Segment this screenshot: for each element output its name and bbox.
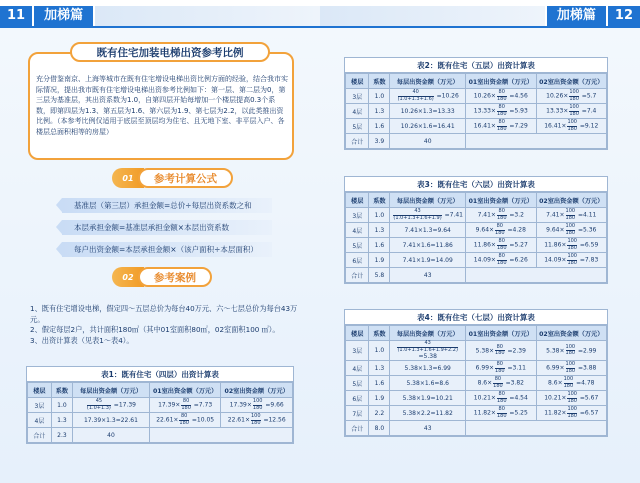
table-row	[346, 268, 607, 283]
table-cell: 10.26× $\frac{100}{180}$ =5.7	[536, 89, 606, 104]
table-cell: 14.09× $\frac{80}{180}$ =6.26	[466, 253, 536, 268]
table-row	[346, 391, 607, 406]
table-cell: 40	[390, 134, 466, 149]
table-cell: 5层	[346, 376, 369, 391]
table-cell: 10.26×1.6=16.41	[390, 119, 466, 134]
case-line: 1、既有住宅增设电梯，假定四～五层总价为每台40万元、六～七层总价为每台43万元。	[30, 304, 298, 324]
table-header-cell: 02室出资金额（万元）	[536, 326, 606, 341]
table-title: 表1：既有住宅（四层）出资计算表	[27, 367, 293, 382]
table-cell: 8.6× $\frac{100}{180}$ =4.78	[536, 376, 606, 391]
table-header-cell: 02室出资金额（万元）	[536, 74, 606, 89]
table-cell: 1.6	[369, 238, 390, 253]
table-cell: 6层	[346, 253, 369, 268]
table-cell: 5.8	[369, 268, 390, 283]
table-cell: 11.86× $\frac{80}{180}$ =5.27	[466, 238, 536, 253]
table-2	[344, 57, 608, 150]
table-cell: 11.82× $\frac{100}{180}$ =6.57	[536, 406, 606, 421]
table-header-cell: 楼层	[346, 326, 369, 341]
table-cell: 合计	[346, 134, 369, 149]
table-cell: 合计	[346, 421, 369, 436]
table-cell: 7层	[346, 406, 369, 421]
table-header-cell: 系数	[369, 193, 390, 208]
table-cell: $\frac{43}{(1.0+1.3+1.6+1.9)}$ =7.41	[390, 208, 466, 223]
header-bar	[95, 6, 320, 26]
table-header-cell: 楼层	[28, 383, 52, 398]
table-cell: 1.3	[369, 223, 390, 238]
table-cell: 9.64× $\frac{80}{180}$ =4.28	[466, 223, 536, 238]
table-row	[346, 253, 607, 268]
header-rule	[0, 26, 320, 28]
formula-item: 每户出资金额=本层承担金额×（该户面积÷本层面积）	[62, 242, 272, 257]
table-row	[346, 361, 607, 376]
table-cell: 5层	[346, 119, 369, 134]
table-header-cell: 系数	[369, 74, 390, 89]
table-cell: 9.64× $\frac{100}{180}$ =5.36	[536, 223, 606, 238]
section-label: 参考计算公式	[138, 168, 233, 188]
table-cell: 16.41× $\frac{80}{180}$ =7.29	[466, 119, 536, 134]
table-cell: 5.38×1.6=8.6	[390, 376, 466, 391]
page-number: 11	[0, 6, 32, 26]
table-cell: 5.38× $\frac{100}{180}$ =2.99	[536, 341, 606, 361]
table-cell: 5.38×1.3=6.99	[390, 361, 466, 376]
table-title: 表2：既有住宅（五层）出资计算表	[345, 58, 607, 73]
table-cell: 4层	[346, 104, 369, 119]
table-cell: 6.99× $\frac{80}{180}$ =3.11	[466, 361, 536, 376]
table-cell: 1.3	[369, 361, 390, 376]
table-cell: 合计	[346, 268, 369, 283]
table-cell: 4层	[28, 413, 52, 428]
table-4	[344, 309, 608, 437]
table-cell	[149, 428, 292, 443]
table-cell: 17.39× $\frac{80}{180}$ =7.73	[149, 398, 221, 413]
table-row	[346, 89, 607, 104]
table-header-cell: 楼层	[346, 193, 369, 208]
table-row	[346, 406, 607, 421]
table-row	[346, 341, 607, 361]
table-cell: 1.3	[369, 104, 390, 119]
table-cell: 8.6× $\frac{80}{180}$ =3.82	[466, 376, 536, 391]
table-row	[346, 376, 607, 391]
case-line: 3、出资计算表（见表1～表4）。	[30, 336, 134, 345]
table-row	[346, 421, 607, 436]
table-cell: 5.38×2.2=11.82	[390, 406, 466, 421]
left-header	[0, 6, 320, 26]
page-number: 12	[608, 6, 640, 26]
table-row	[346, 104, 607, 119]
section-badge: 01	[112, 168, 144, 188]
table-cell: 7.41× $\frac{80}{180}$ =3.2	[466, 208, 536, 223]
table-header-cell: 每层出资金额（万元）	[390, 74, 466, 89]
table-row	[346, 119, 607, 134]
section-label: 参考案例	[138, 267, 212, 287]
table-cell: 22.61× $\frac{100}{180}$ =12.56	[221, 413, 293, 428]
table-cell: 合计	[28, 428, 52, 443]
table-cell: 7.41×1.9=14.09	[390, 253, 466, 268]
table-row	[28, 428, 293, 443]
table-cell: $\frac{40}{(1.0+1.3+1.6)}$ =10.26	[390, 89, 466, 104]
table-cell: 3.9	[369, 134, 390, 149]
table-cell: 43	[390, 268, 466, 283]
table-cell: 7.41×1.3=9.64	[390, 223, 466, 238]
table-cell: 22.61× $\frac{80}{180}$ =10.05	[149, 413, 221, 428]
table-cell	[466, 268, 607, 283]
table-cell: 6.99× $\frac{100}{180}$ =3.88	[536, 361, 606, 376]
case-line: 2、假定每层2户，共计面积180㎡（其中01室面积80㎡，02室面积100 ㎡）。	[30, 325, 280, 334]
table-title: 表3：既有住宅（六层）出资计算表	[345, 177, 607, 192]
table-header-cell: 系数	[369, 326, 390, 341]
table-cell: 11.86× $\frac{100}{180}$ =6.59	[536, 238, 606, 253]
table-header-cell: 系数	[51, 383, 72, 398]
table-1	[26, 366, 294, 444]
table-cell: 2.3	[51, 428, 72, 443]
table-header-cell: 01室出资金额（万元）	[466, 193, 536, 208]
intro-text: 充分借鉴南京、上海等城市在既有住宅增设电梯出资比例方面的经验，结合我市实际情况，提出我市既有住宅增设电梯出资参考比例如下：第一层、第二层为0，第三层为基准层，其出资系数为1.0，自第四层开始每增加一个楼层提高0.3个系数，即第四层为1.3、第五层为1.6、第六层为1.9、第七层为2.2，以此类推出资比例。（本参考比例仅适用于底层至顶层均为住宅、且无地下室、非平层入户、各楼层总面积相等的房屋）	[36, 75, 288, 136]
chapter-label: 加梯篇	[547, 6, 606, 26]
chapter-label: 加梯篇	[34, 6, 93, 26]
formula-item: 本层承担金额=基准层承担金额×本层出资系数	[62, 220, 272, 235]
table-header-cell: 每层出资金额（万元）	[390, 326, 466, 341]
right-page	[320, 0, 640, 483]
table-grid	[345, 325, 607, 436]
table-row	[28, 398, 293, 413]
table-cell: 1.6	[369, 119, 390, 134]
table-row	[346, 238, 607, 253]
table-cell: $\frac{43}{(1.0+1.3+1.6+1.9+2.2)}$ =5.38	[390, 341, 466, 361]
table-cell	[466, 134, 607, 149]
table-cell: 10.21× $\frac{80}{180}$ =4.54	[466, 391, 536, 406]
header-rule	[320, 26, 640, 28]
table-cell: 14.09× $\frac{100}{180}$ =7.83	[536, 253, 606, 268]
table-cell: 8.0	[369, 421, 390, 436]
table-cell: 5.38× $\frac{80}{180}$ =2.39	[466, 341, 536, 361]
table-cell: 4层	[346, 223, 369, 238]
table-cell: 43	[390, 421, 466, 436]
table-cell: 2.2	[369, 406, 390, 421]
formula-section-title	[112, 168, 233, 188]
table-cell: 1.0	[369, 208, 390, 223]
table-cell: 3层	[28, 398, 52, 413]
table-row	[346, 223, 607, 238]
table-cell: 3层	[346, 208, 369, 223]
table-cell: 10.26× $\frac{80}{180}$ =4.56	[466, 89, 536, 104]
table-row	[346, 208, 607, 223]
table-grid	[345, 73, 607, 149]
table-row	[346, 134, 607, 149]
table-cell: 6层	[346, 391, 369, 406]
table-cell: 5层	[346, 238, 369, 253]
table-header-cell: 每层出资金额（万元）	[390, 193, 466, 208]
table-cell: 16.41× $\frac{100}{180}$ =9.12	[536, 119, 606, 134]
table-grid	[345, 192, 607, 283]
intro-title: 既有住宅加装电梯出资参考比例	[70, 42, 270, 62]
table-cell: 13.33× $\frac{80}{180}$ =5.93	[466, 104, 536, 119]
table-header-cell: 01室出资金额（万元）	[149, 383, 221, 398]
header-bar	[320, 6, 545, 26]
table-3	[344, 176, 608, 284]
table-cell	[466, 421, 607, 436]
table-cell: 17.39×1.3=22.61	[73, 413, 150, 428]
section-badge: 02	[112, 267, 144, 287]
table-cell: 7.41×1.6=11.86	[390, 238, 466, 253]
formula-item: 基准层（第三层）承担金额=总价÷每层出资系数之和	[62, 198, 272, 213]
table-cell: 1.3	[51, 413, 72, 428]
table-cell: 11.82× $\frac{80}{180}$ =5.25	[466, 406, 536, 421]
table-cell: 1.0	[51, 398, 72, 413]
table-cell: 40	[73, 428, 150, 443]
table-cell: 1.0	[369, 341, 390, 361]
table-header-cell: 02室出资金额（万元）	[221, 383, 293, 398]
table-row	[28, 413, 293, 428]
table-grid	[27, 382, 293, 443]
table-title: 表4：既有住宅（七层）出资计算表	[345, 310, 607, 325]
table-cell: 1.9	[369, 253, 390, 268]
table-cell: $\frac{45}{(1.0+1.3)}$ =17.39	[73, 398, 150, 413]
table-cell: 10.26×1.3=13.33	[390, 104, 466, 119]
table-cell: 5.38×1.9=10.21	[390, 391, 466, 406]
table-cell: 3层	[346, 89, 369, 104]
table-cell: 10.21× $\frac{100}{180}$ =5.67	[536, 391, 606, 406]
table-cell: 7.41× $\frac{100}{180}$ =4.11	[536, 208, 606, 223]
table-header-cell: 02室出资金额（万元）	[536, 193, 606, 208]
table-cell: 1.9	[369, 391, 390, 406]
table-cell: 17.39× $\frac{100}{180}$ =9.66	[221, 398, 293, 413]
table-header-cell: 01室出资金额（万元）	[466, 74, 536, 89]
table-header-cell: 01室出资金额（万元）	[466, 326, 536, 341]
table-cell: 13.33× $\frac{100}{180}$ =7.4	[536, 104, 606, 119]
table-cell: 3层	[346, 341, 369, 361]
case-section-title	[112, 267, 212, 287]
table-header-cell: 每层出资金额（万元）	[73, 383, 150, 398]
table-cell: 1.6	[369, 376, 390, 391]
table-header-cell: 楼层	[346, 74, 369, 89]
table-cell: 4层	[346, 361, 369, 376]
right-header	[320, 6, 640, 26]
table-cell: 1.0	[369, 89, 390, 104]
